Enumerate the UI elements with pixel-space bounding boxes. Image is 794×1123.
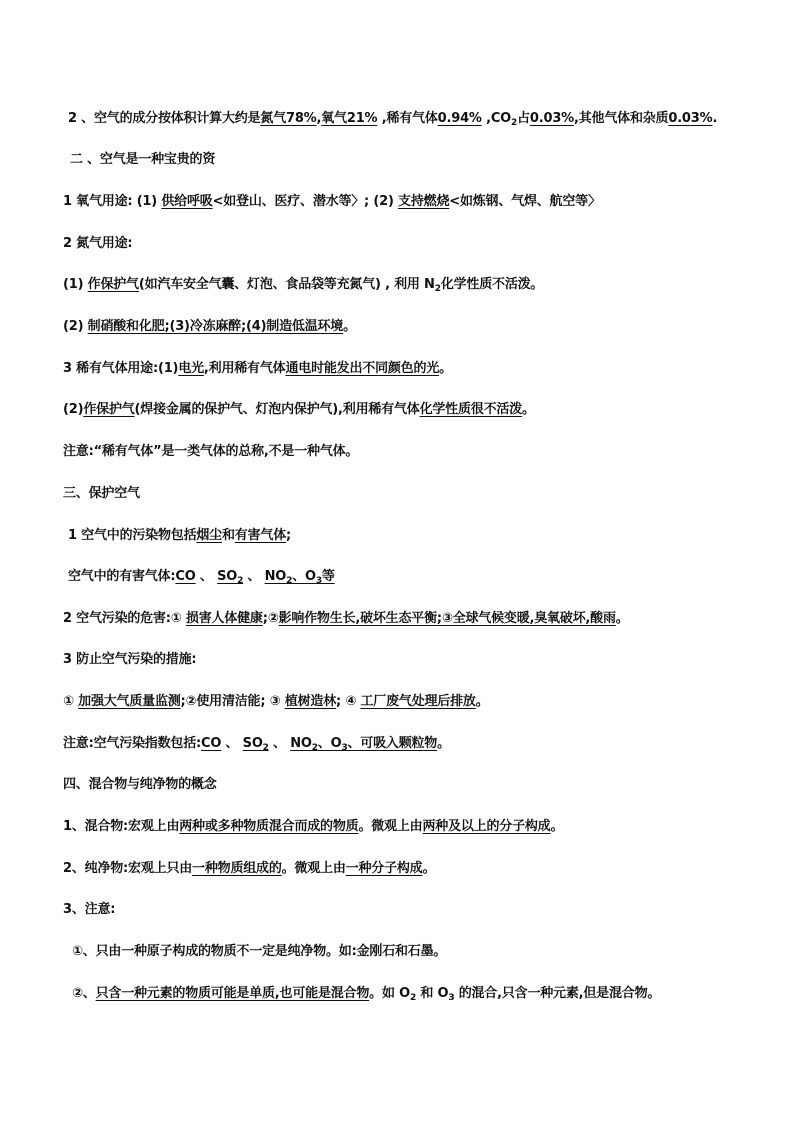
mixture-definition: 1、混合物:宏观上由两种或多种物质混合而成的物质。微观上由两种及以上的分子构成。 [63,819,564,834]
prevention-measures-line: ① 加强大气质量监测;②使用清洁能; ③ 植树造林; ④ 工厂废气处理后排放。 [63,694,489,709]
section-heading-2: 二 、空气是一种宝贵的资 [70,152,216,167]
section-heading-3: 三、保护空气 [63,486,140,501]
prevention-heading: 3 防止空气污染的措施: [63,652,197,667]
nitrogen-uses-heading: 2 氮气用途: [63,236,133,251]
pollution-index-note: 注意:空气污染指数包括:CO 、 $SO_2$ 、 $NO_2$、$O_3$、可吸入颗粒物。 [63,736,450,753]
note-heading: 3、注意: [63,902,116,917]
note-item-2: ②、只含一种元素的物质可能是单质,也可能是混合物。如 $O_2$ 和 $O_3$ 的混合,只含一种元素,但是混合物。 [72,986,661,1003]
noble-gas-use-1: 3 稀有气体用途:(1)电光,利用稀有气体通电时能发出不同颜色的光。 [63,361,452,376]
section-heading-4: 四、混合物与纯净物的概念 [63,777,217,792]
noble-gas-note: 注意:“稀有气体”是一类气体的总称,不是一种气体。 [63,444,359,459]
pollutants-line: 1 空气中的污染物包括烟尘和有害气体; [68,528,291,543]
harmful-gases-line: 空气中的有害气体:CO 、 $SO_2$ 、 $NO_2$、$O_3$等 [68,569,335,586]
air-composition-line: 2 、空气的成分按体积计算大约是氮气78%,氧气21% ,稀有气体0.94% $,CO_2$占0.03%,其他气体和杂质0.03%. [68,111,718,128]
pure-substance-definition: 2、纯净物:宏观上只由一种物质组成的。微观上由一种分子构成。 [63,861,436,876]
pollution-harm-line: 2 空气污染的危害:① 损害人体健康;②影响作物生长,破坏生态平衡;③全球气候变暖,臭氧破坏,酸雨。 [63,611,629,626]
nitrogen-use-2: (2) 制硝酸和化肥;(3)冷冻麻醉;(4)制造低温环境。 [63,319,356,334]
noble-gas-use-2: (2)作保护气(焊接金属的保护气、灯泡内保护气),利用稀有气体化学性质很不活泼。 [63,402,535,417]
oxygen-uses-line: 1 氧气用途: (1) 供给呼吸<如登山、医疗、潜水等〉; (2) 支持燃烧<如炼钢、气焊、航空等〉 [63,194,601,209]
note-item-1: ①、只由一种原子构成的物质不一定是纯净物。如:金刚石和石墨。 [72,944,447,959]
nitrogen-use-1: (1) 作保护气(如汽车安全气囊、灯泡、食品袋等充氮气) , 利用 $N_2$化学性质不活泼。 [63,277,544,294]
